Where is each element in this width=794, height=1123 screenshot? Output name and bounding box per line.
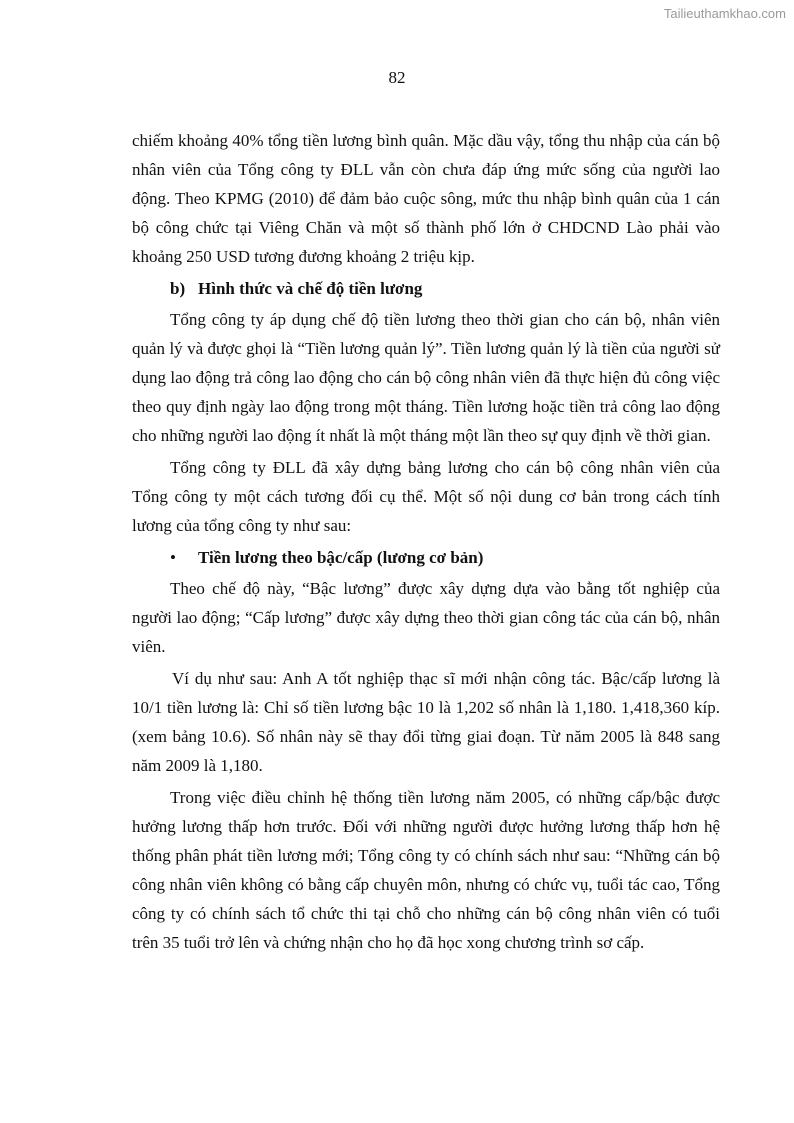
paragraph: Tổng công ty ĐLL đã xây dựng bảng lương cho cán bộ công nhân viên của Tổng công ty một cách tương đối cụ thể. Một số nội dung cơ bản trong cách tính lương của tổng công ty như sau: xyxy=(132,458,720,535)
paragraph: Ví dụ như sau: Anh A tốt nghiệp thạc sĩ mới nhận công tác. Bậc/cấp lương là 10/1 tiền lương là: Chỉ số tiền lương bậc 10 là 1,202 số nhân là 1,180. 1,418,360 kíp. (xem bảng 10.6). Số nhân này sẽ thay đổi từng giai đoạn. Từ năm 2005 là 848 sang năm 2009 là 1,180. xyxy=(132,669,720,775)
section-marker: b) xyxy=(170,279,186,298)
page-number: 82 xyxy=(388,68,406,87)
bullet-icon: • xyxy=(170,548,176,567)
paragraph: chiếm khoảng 40% tổng tiền lương bình quân. Mặc dầu vậy, tổng thu nhập của cán bộ nhân viên của Tổng công ty ĐLL vẫn còn chưa đáp ứng mức sống của người lao động. Theo KPMG (2010) để đảm bảo cuộc sông, mức thu nhập bình quân của 1 cán bộ công chức tại Viêng Chăn và một số thành phố lớn ở CHDCND Lào phải vào khoảng 250 USD tương đương khoảng 2 triệu kịp. xyxy=(132,131,720,266)
paragraph: Trong việc điều chỉnh hệ thống tiền lương năm 2005, có những cấp/bậc được hưởng lương thấp hơn trước. Đối với những người được hưởng lương thấp hơn hệ thống phân phát tiền lương mới; Tổng công ty có chính sách như sau: “Những cán bộ công nhân viên không có bằng cấp chuyên môn, nhưng có chức vụ, tuổi tác cao, Tổng công ty có chính sách tổ chức thi tại chỗ cho những cán bộ công nhân viên có tuổi trên 35 tuổi trở lên và chứng nhận cho họ đã học xong chương trình sơ cấp. xyxy=(132,788,720,952)
bullet-heading-text: Tiền lương theo bậc/cấp (lương cơ bản) xyxy=(198,548,484,567)
bullet-heading xyxy=(132,543,720,572)
section-heading xyxy=(132,274,720,303)
paragraph: Tổng công ty áp dụng chế độ tiền lương theo thời gian cho cán bộ, nhân viên quản lý và được ghọi là “Tiền lương quản lý”. Tiền lương quản lý là tiền của người sử dụng lao động trả công lao động cho cán bộ công nhân viên đã thực hiện đủ công việc theo quy định ngày lao động trong một tháng. Tiền lương hoặc tiền trả công lao động cho những người lao động ít nhất là một tháng một lần theo sự quy định về thời gian. xyxy=(132,310,720,445)
section-heading-text: Hình thức và chế độ tiền lương xyxy=(198,279,423,298)
watermark: Tailieuthamkhao.com xyxy=(663,6,786,21)
document-body xyxy=(132,126,720,957)
paragraph: Theo chế độ này, “Bậc lương” được xây dựng dựa vào bằng tốt nghiệp của người lao động; “Cấp lương” được xây dựng theo thời gian công tác của cán bộ, nhân viên. xyxy=(132,579,720,656)
